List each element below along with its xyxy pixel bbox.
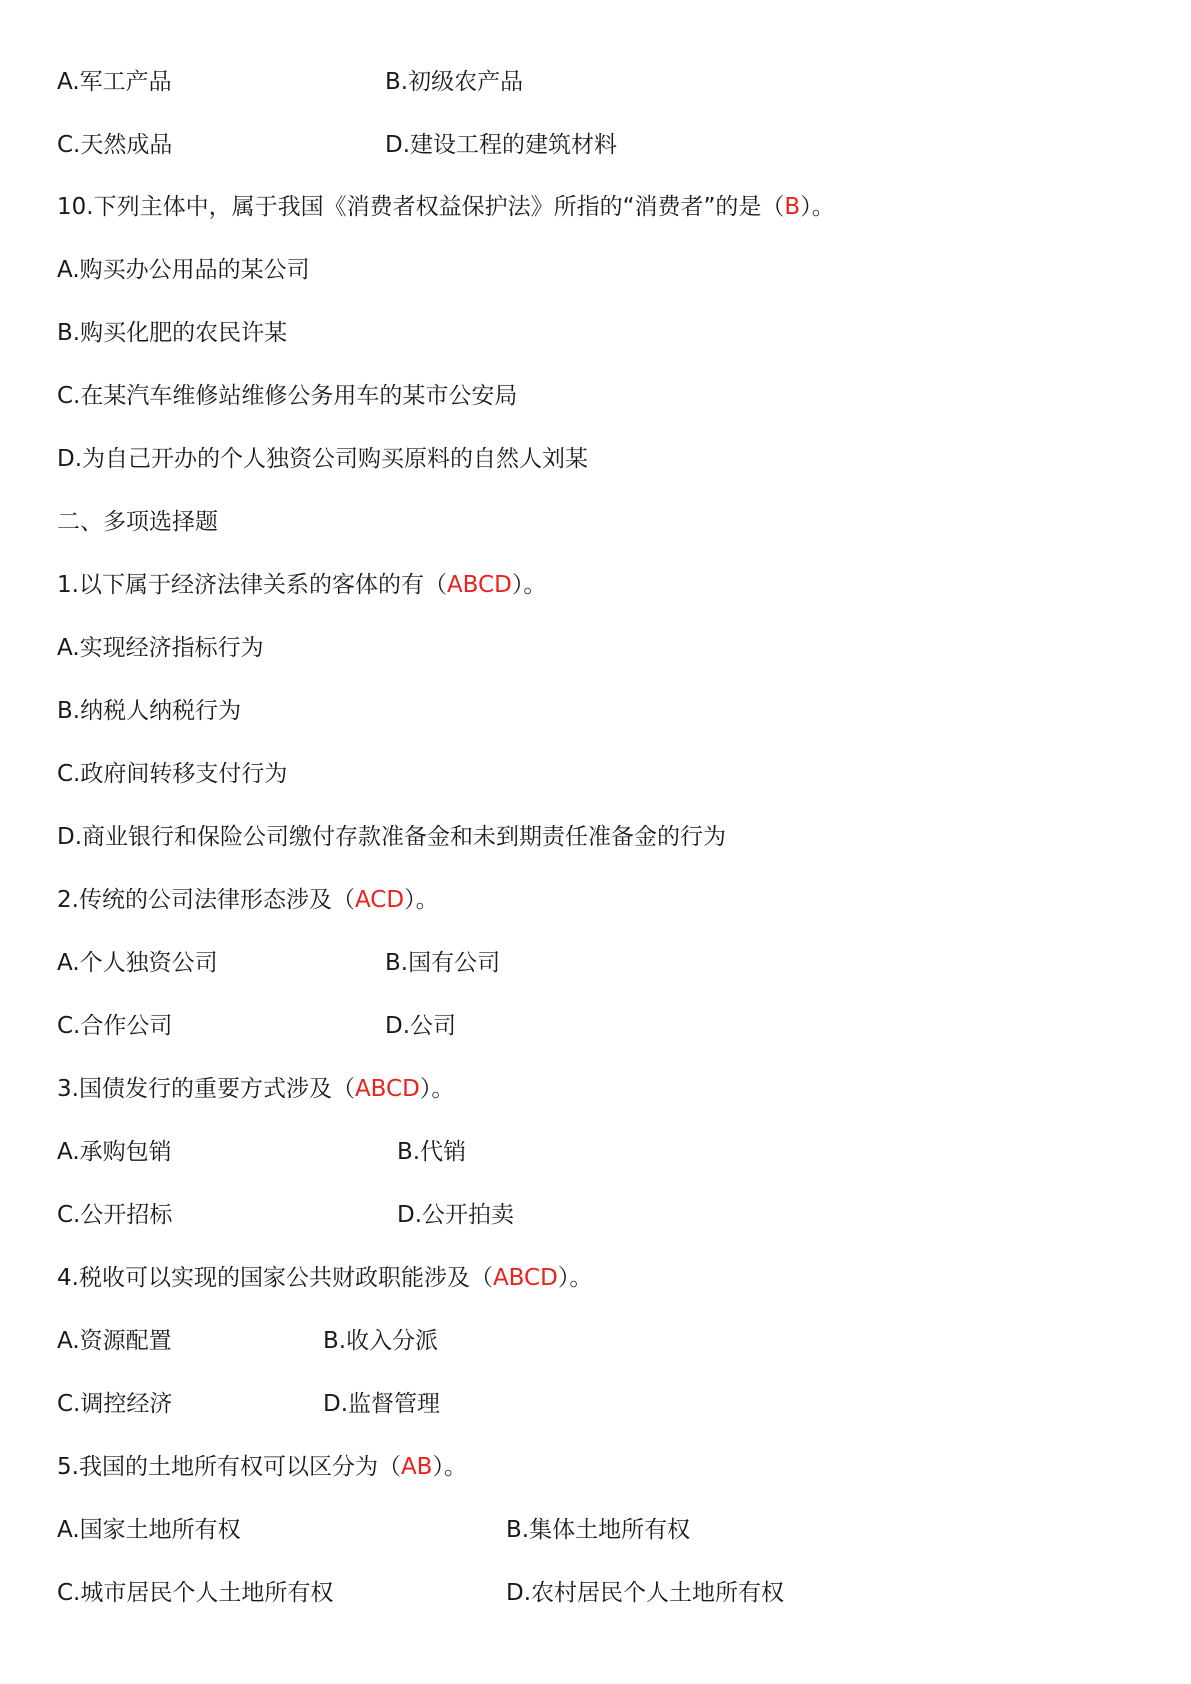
answer-text: ABCD <box>446 572 512 598</box>
stem-text: 2.传统的公司法律形态涉及（ <box>57 887 355 913</box>
stem-end: ）。 <box>557 1265 593 1291</box>
multi-question-3-option-d: D.公开拍卖 <box>397 1202 515 1228</box>
multi-question-2-option-a: A.个人独资公司 <box>57 950 218 976</box>
multi-question-5-option-c: C.城市居民个人土地所有权 <box>57 1580 334 1606</box>
stem-end: ）。 <box>800 194 835 220</box>
multi-question-1-option-d: D.商业银行和保险公司缴付存款准备金和未到期责任准备金的行为 <box>57 824 727 850</box>
stem-end: ）。 <box>432 1454 467 1480</box>
multi-question-4-option-c: C.调控经济 <box>57 1391 173 1417</box>
option-a: A.军工产品 <box>57 69 172 95</box>
stem-text: 4.税收可以实现的国家公共财政职能涉及（ <box>57 1265 493 1291</box>
stem-text: 5.我国的土地所有权可以区分为（ <box>57 1454 401 1480</box>
question-10-option-d: D.为自己开办的个人独资公司购买原料的自然人刘某 <box>57 446 589 472</box>
stem-text: 10.下列主体中，属于我国《消费者权益保护法》所指的“消费者”的是（ <box>57 194 785 220</box>
question-10-option-c: C.在某汽车维修站维修公务用车的某市公安局 <box>57 383 518 409</box>
answer-text: ABCD <box>492 1265 558 1291</box>
multi-question-4-option-a: A.资源配置 <box>57 1328 172 1354</box>
answer-text: AB <box>400 1454 433 1480</box>
multi-question-5-option-b: B.集体土地所有权 <box>506 1517 691 1543</box>
multi-question-2-stem <box>57 882 439 918</box>
section-heading: 二、多项选择题 <box>57 509 218 535</box>
stem-text: 1.以下属于经济法律关系的客体的有（ <box>57 572 447 598</box>
multi-question-1-stem <box>57 567 546 603</box>
multi-question-4-option-b: B.收入分派 <box>323 1328 439 1354</box>
multi-question-2-option-c: C.合作公司 <box>57 1013 173 1039</box>
stem-end: ）。 <box>404 887 439 913</box>
multi-question-5-stem <box>57 1449 467 1485</box>
stem-end: ）。 <box>511 572 547 598</box>
multi-question-3-option-c: C.公开招标 <box>57 1202 173 1228</box>
stem-end: ）。 <box>419 1076 455 1102</box>
multi-question-2-option-d: D.公司 <box>385 1013 457 1039</box>
option-c: C.天然成品 <box>57 132 173 158</box>
multi-question-4-option-d: D.监督管理 <box>323 1391 441 1417</box>
stem-text: 3.国债发行的重要方式涉及（ <box>57 1076 355 1102</box>
multi-question-1-option-c: C.政府间转移支付行为 <box>57 761 288 787</box>
multi-question-2-option-b: B.国有公司 <box>385 950 501 976</box>
option-d: D.建设工程的建筑材料 <box>385 132 618 158</box>
answer-text: ACD <box>354 887 405 913</box>
multi-question-5-option-d: D.农村居民个人土地所有权 <box>506 1580 785 1606</box>
question-10-option-a: A.购买办公用品的某公司 <box>57 257 310 283</box>
answer-text: ABCD <box>354 1076 420 1102</box>
multi-question-3-option-b: B.代销 <box>397 1139 467 1165</box>
multi-question-5-option-a: A.国家土地所有权 <box>57 1517 241 1543</box>
question-10-stem <box>57 189 835 225</box>
multi-question-1-option-b: B.纳税人纳税行为 <box>57 698 242 724</box>
question-10-option-b: B.购买化肥的农民许某 <box>57 320 288 346</box>
option-b: B.初级农产品 <box>385 69 524 95</box>
answer-text: B <box>784 194 801 220</box>
multi-question-3-option-a: A.承购包销 <box>57 1139 172 1165</box>
multi-question-1-option-a: A.实现经济指标行为 <box>57 635 264 661</box>
multi-question-3-stem <box>57 1071 454 1107</box>
multi-question-4-stem <box>57 1260 592 1296</box>
